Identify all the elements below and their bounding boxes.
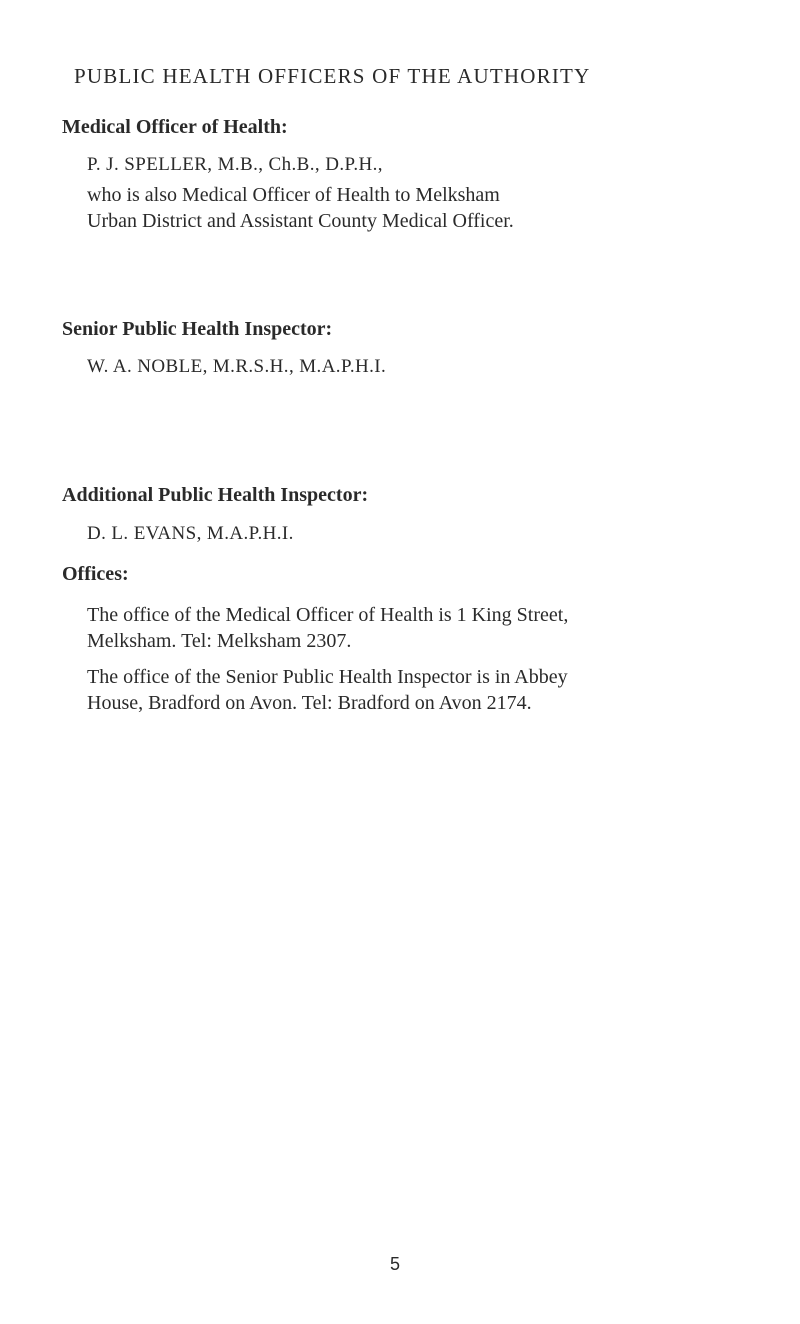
medical-officer-description-line1: who is also Medical Officer of Health to Melksham	[87, 184, 500, 206]
office-medical-officer-line1: The office of the Medical Officer of Health is 1 King Street,	[87, 604, 569, 626]
office-senior-inspector-line1: The office of the Senior Public Health Inspector is in Abbey	[87, 666, 568, 688]
medical-officer-heading: Medical Officer of Health:	[62, 116, 288, 138]
medical-officer-description-line2: Urban District and Assistant County Medical Officer.	[87, 210, 514, 232]
medical-officer-description	[87, 182, 747, 234]
office-medical-officer	[87, 602, 747, 654]
senior-inspector-heading: Senior Public Health Inspector:	[62, 318, 333, 340]
office-medical-officer-line2: Melksham. Tel: Melksham 2307.	[87, 630, 352, 652]
medical-officer-name: P. J. SPELLER, M.B., Ch.B., D.P.H.,	[87, 154, 383, 175]
offices-heading: Offices:	[62, 563, 129, 585]
additional-inspector-name: D. L. EVANS, M.A.P.H.I.	[87, 523, 294, 544]
office-senior-inspector-line2: House, Bradford on Avon. Tel: Bradford on Avon 2174.	[87, 692, 532, 714]
office-senior-inspector	[87, 664, 747, 716]
page-number: 5	[390, 1254, 401, 1274]
additional-inspector-heading: Additional Public Health Inspector:	[62, 484, 369, 506]
page-title: PUBLIC HEALTH OFFICERS OF THE AUTHORITY	[74, 64, 591, 88]
senior-inspector-name: W. A. NOBLE, M.R.S.H., M.A.P.H.I.	[87, 356, 387, 377]
